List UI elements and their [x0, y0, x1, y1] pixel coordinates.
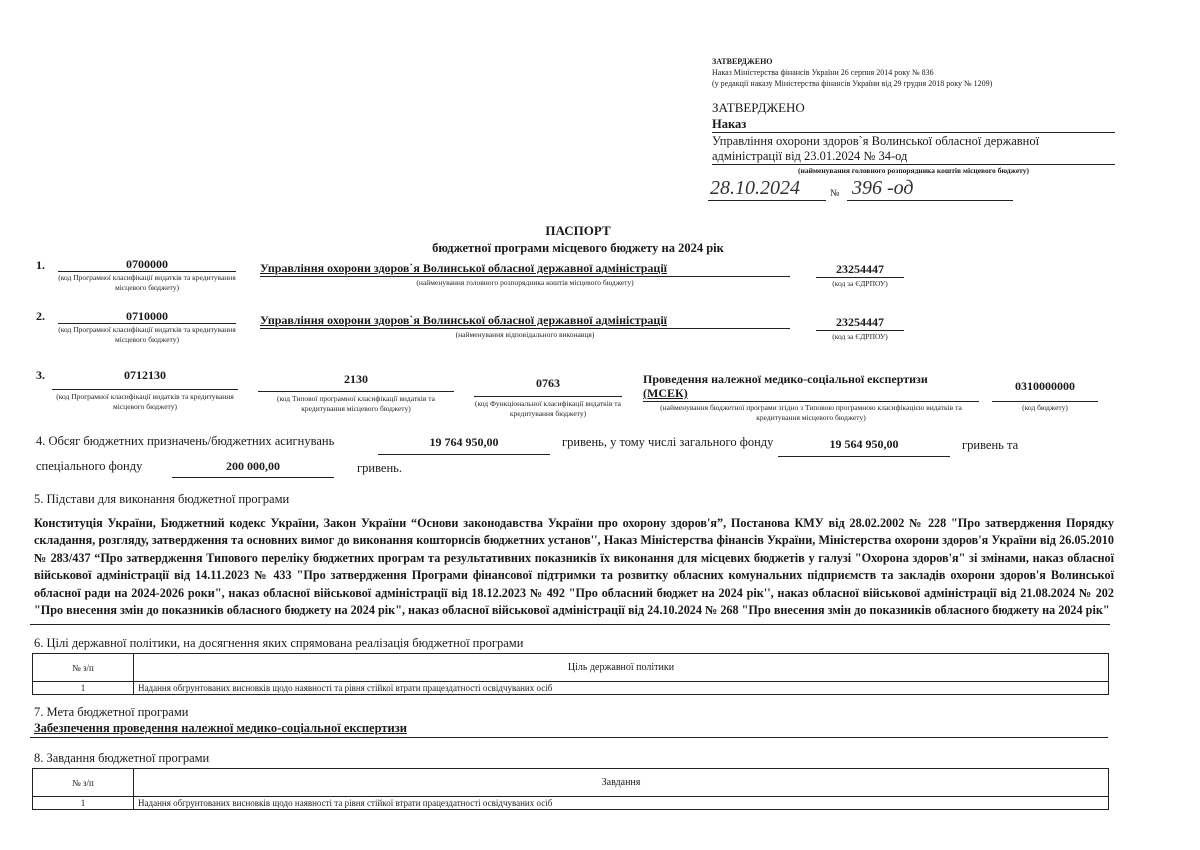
approval-rule-1 [712, 132, 1115, 133]
item2-name-rule [260, 328, 790, 329]
item3-program-code-caption: (код Програмної класифікації видатків та кредитування місцевого бюджету) [56, 392, 234, 411]
item2-edrpou: 23254447 [836, 315, 884, 329]
item2-code-rule [58, 323, 236, 324]
item3-functional-code-rule [474, 396, 622, 397]
item1-edrpou: 23254447 [836, 262, 884, 276]
number-sign: № [830, 188, 840, 199]
item1-number: 1. [36, 258, 45, 272]
item2-name-caption: (найменування відповідального виконавця) [455, 330, 595, 339]
goals-row-num: 1 [33, 682, 134, 695]
tasks-table-header [33, 769, 1109, 797]
item4-end-text: гривень. [357, 461, 402, 475]
item3-typical-code: 2130 [344, 372, 368, 386]
item3-program-name-caption: (найменування бюджетної програми згідно з Типовою програмною класифікацією видатків та кредитування місцевого бюджету) [660, 403, 962, 422]
number-rule [847, 200, 1013, 201]
item3-program-name-rule [643, 401, 979, 402]
item8-label: 8. Завдання бюджетної програми [34, 751, 210, 765]
item5-rule [30, 624, 1110, 625]
item7-label: 7. Мета бюджетної програми [34, 705, 189, 719]
passport-title: ПАСПОРТ [545, 223, 611, 238]
passport-subtitle: бюджетної програми місцевого бюджету на 2024 рік [432, 241, 724, 255]
approval-main-title: ЗАТВЕРДЖЕНО [712, 100, 805, 115]
approval-authority-line2: адміністрації від 23.01.2024 № 34-од [712, 149, 908, 163]
approval-top-line2: (у редакції наказу Міністерства фінансів України від 29 грудня 2018 року № 1209) [712, 79, 993, 88]
item4-special-fund-rule [172, 477, 334, 478]
item5-basis-text: Конституція України, Бюджетний кодекс України, Закон України “Основи законодавства України про охорону здоров'я”, Постанова КМУ від 28.02.2002 № 228 "Про затвердження Порядку складання, розгляду, затвердження та основних вимог до виконання кошторисів бюджетних установ'', Наказ Міністерства фінансів України, Міністерства охорони здоров'я України від 26.05.2010 № 283/437 “Про затвердження Типового переліку бюджетних програм та результативних показників їх виконання для місцевих бюджетів у галузі "Охорона здоров'я" зі змінами, наказ обласної військової адміністрації від 14.11.2023 № 433 "Про затвердження Програми фінансової підтримки та розвитку обласних комунальних підприємств та закладів охорони здоров'я Волинської обласної ради на 2024-2026 роки", наказ обласної військової адміністрації від 18.12.2023 № 492 "Про обласний бюджет на 2024 рік'', наказ обласної військової адміністрації від 21.08.2024 № 202 "Про внесення змін до показників обласного бюджету на 2024 рік", наказ обласної військової адміністрації від 24.10.2024 № 268 "Про внесення змін до показників обласного бюджету на 2024 рік" [34, 516, 1114, 618]
item3-budget-code-caption: (код бюджету) [1022, 403, 1068, 412]
item3-program-name-line2: (МСЕК) [643, 386, 688, 400]
approval-authority-line1: Управління охорони здоров`я Волинської обласної державної [712, 134, 1040, 148]
item4-special-label: спеціального фонду [36, 459, 143, 473]
goals-table [32, 653, 1109, 695]
item2-name: Управління охорони здоров`я Волинської обласної державної адміністрації [260, 313, 668, 327]
approval-authority-caption: (найменування головного розпорядника коштів місцевого бюджету) [798, 166, 1029, 175]
item4-general-fund-rule [778, 456, 950, 457]
item4-special-fund: 200 000,00 [226, 459, 280, 473]
approval-order-label: Наказ [712, 117, 747, 131]
tasks-table [32, 768, 1109, 810]
item4-label: 4. Обсяг бюджетних призначень/бюджетних асигнувань [36, 434, 335, 448]
item3-functional-code-caption: (код Функціональної класифікації видатків та кредитування бюджету) [474, 399, 621, 418]
item1-code-caption: (код Програмної класифікації видатків та кредитування місцевого бюджету) [58, 273, 236, 292]
item2-edrpou-caption: (код за ЄДРПОУ) [832, 332, 888, 341]
item3-program-name-line1: Проведення належної медико-соціальної експертизи [643, 372, 928, 386]
approval-rule-2 [712, 164, 1115, 165]
handwritten-number: 396 -од [852, 177, 914, 199]
item7-text: Забезпечення проведення належної медико-соціальної експертизи [34, 721, 407, 735]
goals-row-text: Надання обгрунтованих висновків щодо наявності та рівня стійкої втрати працездатності освідчуваних осіб [134, 682, 1109, 695]
item2-edrpou-rule [816, 330, 904, 331]
tasks-row-num: 1 [33, 797, 134, 810]
item1-code-rule [58, 271, 236, 272]
item7-rule [30, 737, 1108, 738]
item1-edrpou-rule [816, 277, 904, 278]
item4-total-rule [378, 454, 550, 455]
goals-table-header [33, 654, 1109, 682]
tasks-col-num: № з/п [33, 769, 134, 797]
item2-code-caption: (код Програмної класифікації видатків та кредитування місцевого бюджету) [58, 325, 236, 344]
item4-mid-text: гривень, у тому числі загального фонду [562, 435, 774, 449]
approval-top-title: ЗАТВЕРДЖЕНО [712, 57, 773, 66]
item2-code: 0710000 [126, 309, 168, 323]
table-row [33, 682, 1109, 695]
item6-label: 6. Цілі державної політики, на досягнення яких спрямована реалізація бюджетної програми [34, 636, 524, 650]
item4-total: 19 764 950,00 [429, 435, 499, 449]
item3-budget-code-rule [992, 401, 1098, 402]
item1-edrpou-caption: (код за ЄДРПОУ) [832, 279, 888, 288]
item3-budget-code: 0310000000 [1015, 379, 1075, 393]
item3-number: 3. [36, 368, 45, 382]
goals-col-goal: Ціль державної політики [134, 654, 1109, 682]
item3-typical-code-caption: (код Типової програмної класифікації видатків та кредитування місцевого бюджету) [276, 394, 436, 413]
item3-program-code-rule [52, 389, 238, 390]
table-row [33, 797, 1109, 810]
approval-top-line1: Наказ Міністерства фінансів України 26 серпня 2014 року № 836 [712, 68, 934, 77]
handwritten-date: 28.10.2024 [710, 177, 800, 199]
item1-name-rule [260, 276, 790, 277]
date-rule [708, 200, 826, 201]
tasks-row-text: Надання обгрунтованих висновків щодо наявності та рівня стійкої втрати працездатності освідчуваних осіб [134, 797, 1109, 810]
item1-name: Управління охорони здоров`я Волинської обласної державної адміністрації [260, 261, 668, 275]
item1-code: 0700000 [126, 257, 168, 271]
item3-program-code: 0712130 [124, 368, 166, 382]
goals-col-num: № з/п [33, 654, 134, 682]
item4-tail-text: гривень та [962, 438, 1019, 452]
tasks-col-task: Завдання [134, 769, 1109, 797]
item4-general-fund: 19 564 950,00 [829, 437, 899, 451]
item1-name-caption: (найменування головного розпорядника коштів місцевого бюджету) [416, 278, 634, 287]
item3-functional-code: 0763 [536, 376, 560, 390]
item5-label: 5. Підстави для виконання бюджетної програми [34, 492, 290, 506]
item2-number: 2. [36, 309, 45, 323]
item3-typical-code-rule [258, 391, 454, 392]
